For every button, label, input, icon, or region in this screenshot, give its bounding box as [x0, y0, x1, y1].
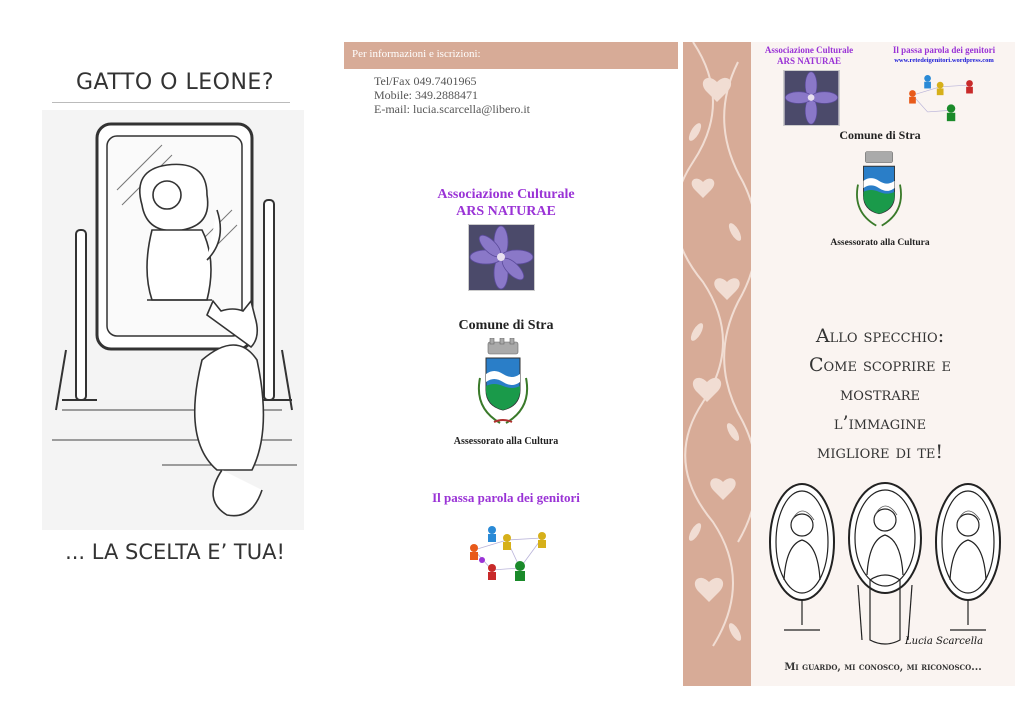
main-title-line4: l’immagine [833, 412, 927, 434]
artist-signature: Lucia Scarcella [905, 636, 984, 647]
right-association-line2: ARS NATURAE [776, 56, 842, 66]
main-title-line3: mostrare [840, 383, 920, 405]
right-comune-di-stra-label: Comune di Stra [839, 128, 921, 142]
right-footer-slogan: Mi guardo, mi conosco, mi riconosco... [784, 662, 982, 673]
floral-pattern-decoration [683, 42, 751, 686]
right-passa-parola-network-logo [902, 70, 980, 122]
main-title-line5: migliore di te! [817, 441, 943, 463]
right-passa-parola-title: Il passa parola dei genitori [892, 45, 996, 55]
passa-parola-network-logo [462, 520, 554, 582]
comune-di-stra-label: Comune di Stra [458, 318, 554, 333]
assessorato-label: Assessorato alla Cultura [453, 436, 559, 447]
left-title: GATTO O LEONE? [75, 70, 274, 95]
contact-email[interactable]: E-mail: lucia.scarcella@libero.it [374, 102, 530, 116]
info-header-text: Per informazioni e iscrizioni: [352, 48, 481, 60]
right-comune-coat-of-arms [848, 148, 910, 232]
website-link[interactable]: www.retedeigenitori.wordpress.com [894, 57, 994, 64]
right-ars-naturae-flower-logo [783, 70, 840, 126]
main-title-line2: Come scoprire e [808, 354, 952, 376]
mirror-cat-lion-illustration [42, 110, 304, 530]
info-header-bar [344, 42, 678, 69]
ars-naturae-flower-logo [468, 224, 535, 291]
main-title-line1: Allo specchio: [815, 325, 945, 347]
contact-mobile: Mobile: 349.2888471 [374, 88, 478, 102]
contact-phone-fax: Tel/Fax 049.7401965 [374, 74, 477, 88]
left-bottom-slogan: ... LA SCELTA E’ TUA! [65, 540, 285, 564]
left-divider [52, 102, 290, 103]
association-name-line1: Associazione Culturale [437, 187, 575, 202]
association-name-line2: ARS NATURAE [456, 204, 556, 219]
comune-coat-of-arms [470, 338, 536, 430]
passa-parola-title: Il passa parola dei genitori [432, 490, 580, 505]
three-mirrors-girls-illustration [762, 480, 1008, 658]
right-association-line1: Associazione Culturale [764, 45, 854, 55]
right-assessorato-label: Assessorato alla Cultura [830, 238, 930, 248]
